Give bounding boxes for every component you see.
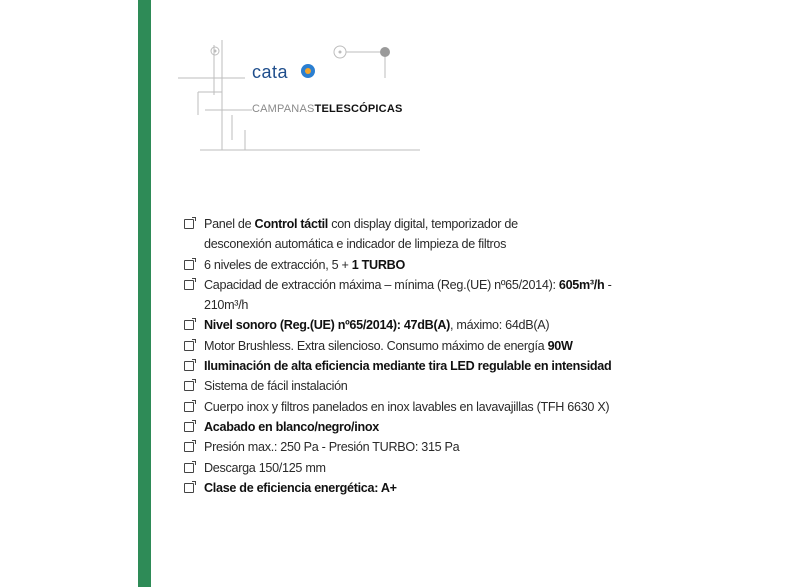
feature-text: - 210m³/h (204, 277, 612, 313)
feature-item (184, 214, 624, 234)
bullet-box-icon (184, 361, 194, 371)
feature-text: 605m³/h (558, 277, 605, 292)
feature-text: 6 niveles de extracción, 5 + (204, 257, 352, 272)
feature-text: Descarga 150/125 mm (204, 460, 326, 475)
bullet-box-icon (184, 219, 194, 229)
feature-text: con display digital, temporizador de (328, 217, 518, 231)
bullet-box-icon (184, 483, 194, 493)
feature-item (184, 376, 624, 396)
feature-item (184, 255, 624, 275)
bullet-box-icon (184, 341, 194, 351)
feature-text: Iluminación de alta eficiencia mediante tira LED regulable en intensidad (204, 359, 612, 374)
feature-text: Presión max.: 250 Pa - Presión TURBO: 315 Pa (204, 440, 460, 455)
feature-list (184, 214, 624, 498)
subtitle-bold-part: TELESCÓPICAS (314, 103, 403, 115)
bullet-box-icon (184, 280, 194, 290)
feature-item (184, 315, 624, 335)
feature-text: Panel de (204, 217, 255, 231)
subtitle-light-part: CAMPANAS (252, 103, 315, 115)
feature-text: Sistema de fácil instalación (204, 379, 348, 394)
feature-item (184, 478, 624, 498)
feature-item (184, 234, 624, 254)
brand-logo-mark-icon (301, 64, 315, 78)
feature-text: 1 TURBO (351, 257, 405, 272)
feature-item (184, 356, 624, 376)
bullet-box-icon (184, 402, 194, 412)
feature-text: Control táctil (254, 217, 328, 231)
feature-item (184, 458, 624, 478)
feature-item (184, 275, 624, 316)
bullet-box-icon (184, 260, 194, 270)
feature-text: Cuerpo inox y filtros panelados en inox lavables en lavavajillas (TFH 6630 X) (204, 399, 610, 414)
bullet-box-icon (184, 442, 194, 452)
bullet-box-icon (184, 422, 194, 432)
bullet-box-icon (184, 463, 194, 473)
brand-logo-text: cata (252, 62, 289, 82)
bullet-box-icon (184, 381, 194, 391)
feature-item (184, 417, 624, 437)
feature-text: , máximo: 64dB(A) (450, 318, 550, 333)
feature-item (184, 437, 624, 457)
feature-text: Clase de eficiencia energética: A+ (204, 480, 397, 495)
product-category-title (252, 103, 403, 115)
feature-item (184, 397, 624, 417)
feature-text: Capacidad de extracción máxima – mínima (Reg.(UE) nº65/2014): (204, 277, 559, 292)
bullet-box-icon (184, 320, 194, 330)
green-accent-bar (138, 0, 151, 587)
feature-item (184, 336, 624, 356)
feature-text: Nivel sonoro (Reg.(UE) nº65/2014): 47dB(A) (204, 318, 451, 333)
feature-text: 90W (547, 338, 573, 353)
feature-text: desconexión automática e indicador de limpieza de filtros (204, 237, 507, 252)
feature-text: Motor Brushless. Extra silencioso. Consumo máximo de energía (204, 338, 548, 353)
feature-text: Acabado en blanco/negro/inox (204, 419, 379, 434)
